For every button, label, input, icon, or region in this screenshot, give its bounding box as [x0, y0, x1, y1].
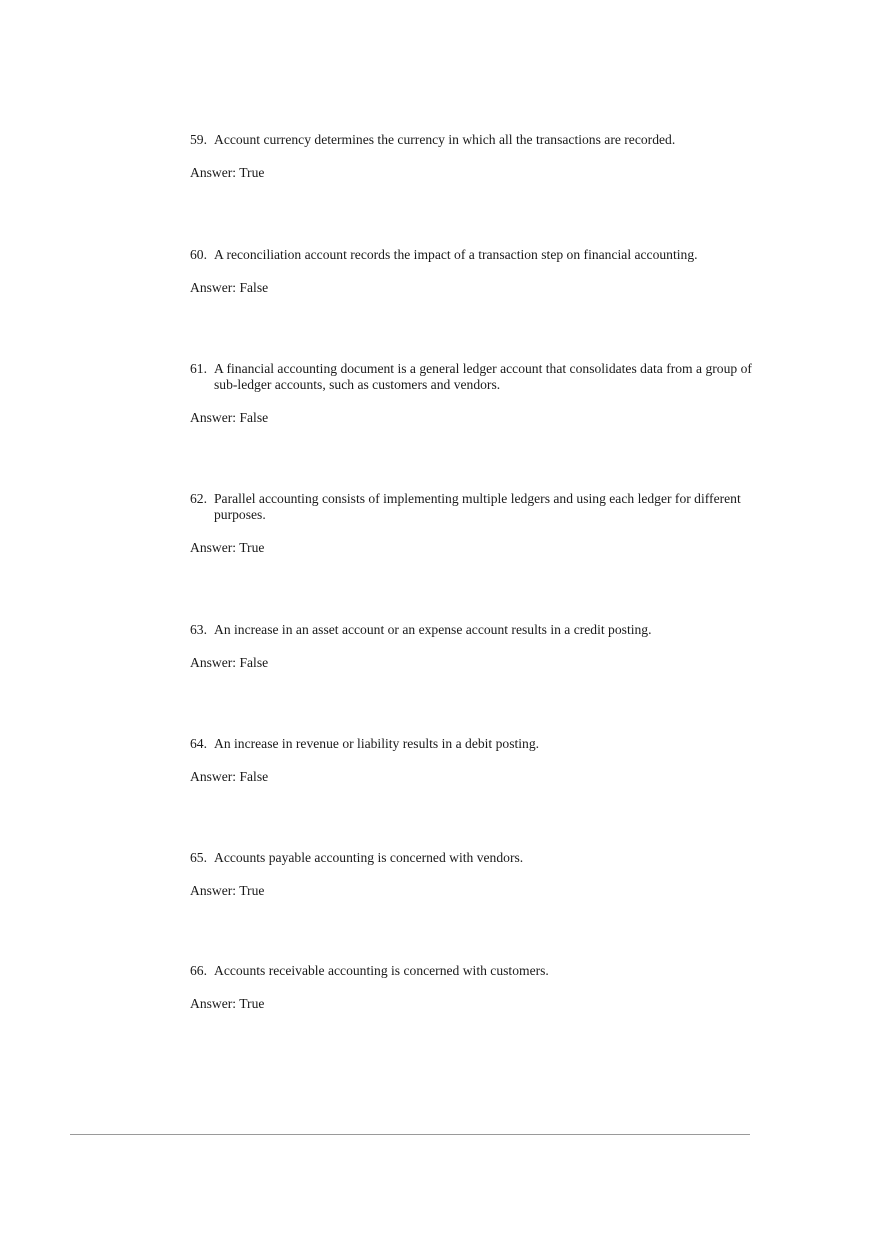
question-line — [190, 361, 770, 393]
question-text: An increase in revenue or liability results in a debit posting. — [214, 736, 540, 751]
question-number: 62. — [190, 491, 207, 506]
question-text: Accounts payable accounting is concerned with vendors. — [214, 850, 524, 865]
question-item — [190, 736, 770, 785]
answer-text: Answer: False — [190, 769, 269, 784]
question-text: Parallel accounting consists of implementing multiple ledgers and using each ledger for different purposes. — [214, 491, 741, 522]
answer-text: Answer: True — [190, 996, 265, 1011]
answer-text: Answer: True — [190, 883, 265, 898]
question-item — [190, 491, 770, 556]
question-line — [190, 963, 770, 979]
footer-divider — [70, 1134, 750, 1135]
question-number: 65. — [190, 850, 207, 865]
question-number: 66. — [190, 963, 207, 978]
question-item — [190, 132, 770, 181]
question-line — [190, 622, 770, 638]
question-number: 63. — [190, 622, 207, 637]
question-item — [190, 963, 770, 1012]
answer-text: Answer: True — [190, 540, 265, 555]
question-number: 60. — [190, 247, 207, 262]
answer-text: Answer: False — [190, 655, 269, 670]
question-text: An increase in an asset account or an expense account results in a credit posting. — [214, 622, 652, 637]
answer-text: Answer: False — [190, 410, 269, 425]
question-item — [190, 361, 770, 426]
question-number: 61. — [190, 361, 207, 376]
question-line — [190, 491, 770, 523]
question-item — [190, 622, 770, 671]
question-number: 59. — [190, 132, 207, 147]
question-line — [190, 850, 770, 866]
question-text: A reconciliation account records the impact of a transaction step on financial accounting. — [214, 247, 698, 262]
question-item — [190, 850, 770, 899]
question-item — [190, 247, 770, 296]
question-line — [190, 247, 770, 263]
answer-text: Answer: True — [190, 165, 265, 180]
question-number: 64. — [190, 736, 207, 751]
answer-text: Answer: False — [190, 280, 269, 295]
question-text: Accounts receivable accounting is concerned with customers. — [214, 963, 549, 978]
question-text: Account currency determines the currency in which all the transactions are recorded. — [214, 132, 676, 147]
question-text: A financial accounting document is a general ledger account that consolidates data from a group of sub-ledger accounts, such as customers and vendors. — [214, 361, 752, 392]
question-line — [190, 132, 770, 148]
question-line — [190, 736, 770, 752]
